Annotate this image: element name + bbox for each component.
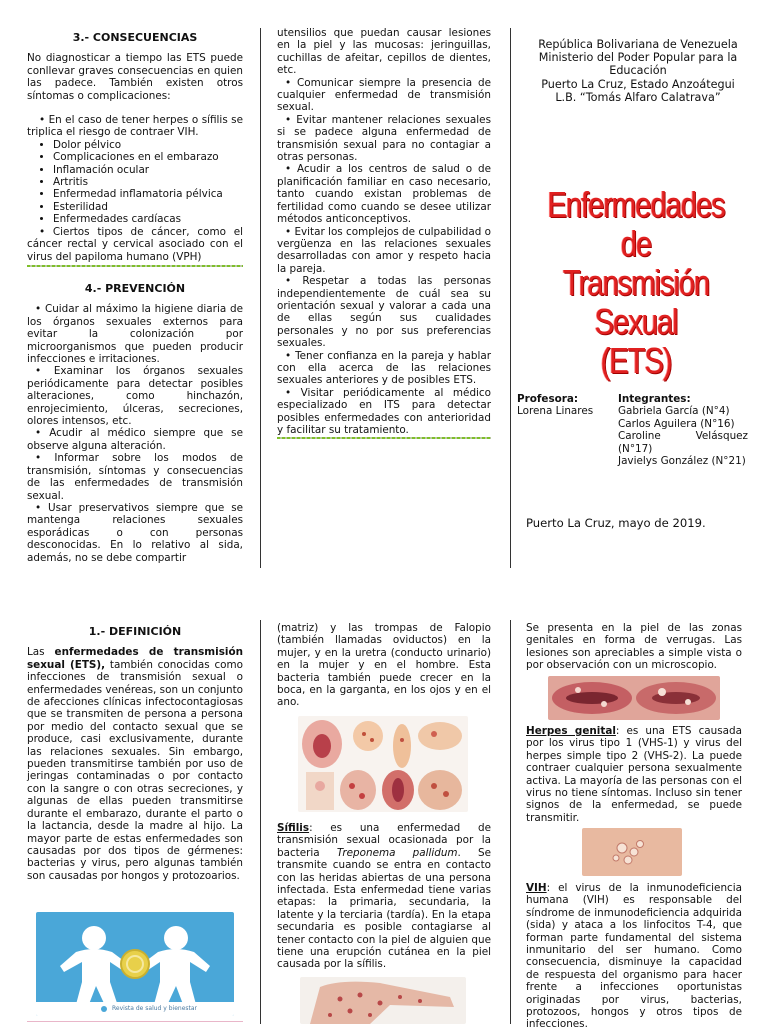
prevention-item: • Acudir a los centros de salud o de planificación familiar en caso necesario, tanto cuando existan problemas de fertilidad como cuando se desee utilizar métodos anticonceptivos. [277, 163, 491, 225]
vih-term: VIH [526, 882, 547, 894]
list-item: • Artritis [53, 176, 243, 188]
herpes-skin-photo [582, 828, 682, 876]
ets-term: enfermedades de transmisión sexual (ETS), [27, 646, 243, 671]
panel-prevencion [27, 283, 243, 564]
cover-date: Puerto La Cruz, mayo de 2019. [526, 516, 706, 530]
herpes-note: • En el caso de tener herpes o sífilis se triplica el riesgo de contraer VIH. [27, 114, 243, 139]
fold-line [260, 28, 261, 568]
panel-consecuencias [27, 32, 243, 263]
condom-illustration [36, 912, 234, 1016]
vph-lips-photo [548, 676, 720, 720]
professor-name: Lorena Linares [517, 405, 594, 418]
sifilis-text: Sífilis: es una enfermedad de transmisión sexual ocasionada por la bacteria Treponema pallidum. Se transmite cuando se entra en contacto con las heridas abiertas de una persona infectada. Esta enfermedad tiene varias etapas: la primaria, secundaria, la latente y la terciaria (tardía). En la etapa secundaria es posible contagiarse al tener contacto con la piel de alguien que tiene una erupción cutánea en la piel causada por la sífilis. [277, 822, 491, 971]
section-separator [277, 437, 491, 439]
vih-block [526, 882, 742, 1031]
member-item: Carlos Aguilera (N°16) [618, 417, 735, 430]
sti-symptoms-collage [298, 716, 468, 812]
hand-rash-icon [300, 977, 466, 1024]
prevention-item: • Evitar los complejos de culpabilidad o vergüenza en las relaciones sexuales desarrolladas con amor y respeto hacia la pareja. [277, 226, 491, 276]
professor-label: Profesora: [517, 393, 579, 405]
heading-definicion: 1.- DEFINICIÓN [88, 625, 182, 638]
prevention-item: • Respetar a todas las personas independientemente de cuál sea su orientación sexual y valorar a cada una de ellas según sus cualidades personales y no por sus preferencias sexuales. [277, 275, 491, 349]
sifilis-species: Treponema pallidum [336, 846, 458, 859]
member-item: Javielys González (N°21) [618, 455, 746, 468]
complications-list [27, 139, 243, 226]
sifilis-block [277, 822, 491, 971]
list-item: • Complicaciones en el embarazo [53, 151, 243, 163]
member-item: Gabriela García (N°4) [618, 405, 730, 418]
prevention-item: • Usar preservativos siempre que se mantenga relaciones sexuales esporádicas o con personas desconocidas. En lo relativo al sida, además, no se debe compartir [27, 502, 243, 564]
member-item: Caroline Velásquez (N°17) [618, 430, 748, 455]
prevention-item: • Comunicar siempre la presencia de cualquier enfermedad de transmisión sexual. [277, 77, 491, 114]
prevention-item: • Examinar los órganos sexuales periódicamente para detectar posibles alteraciones, como hinchazón, enrojecimiento, úlceras, secreciones, olores intensos, etc. [27, 365, 243, 427]
header-line: L.B. “Tomás Alfaro Calatrava” [555, 90, 721, 104]
list-item: • Enfermedades cardíacas [53, 213, 243, 225]
prevention-item: • Evitar mantener relaciones sexuales si se padece alguna enfermedad de transmisión sexual para no contagiar a otras personas. [277, 114, 491, 164]
cover-title [539, 185, 733, 380]
section-separator [27, 265, 243, 267]
prevention-item: • Tener confianza en la pareja y hablar con ella acerca de las relaciones sexuales anteriores y de posibles ETS. [277, 350, 491, 387]
section-separator [27, 1021, 243, 1022]
list-item: • Inflamación ocular [53, 164, 243, 176]
panel-prevencion-cont [277, 27, 491, 436]
prevention-item: • Visitar periódicamente al médico especializado en ITS para detectar posibles enfermedades con anterioridad y facilitar su tratamiento. [277, 387, 491, 437]
fold-line [510, 620, 511, 1024]
panel-gonorrea-sifilis [277, 622, 491, 709]
list-item: • Enfermedad inflamatoria pélvica [53, 188, 243, 200]
professor-block [517, 393, 615, 418]
fold-line [510, 28, 511, 568]
panel-definicion [27, 626, 243, 882]
image-caption: Revista de salud y bienestar [112, 1005, 198, 1012]
symptoms-collage-icon [298, 716, 468, 812]
panel-vph-herpes-vih [526, 622, 742, 672]
header-line: Ministerio del Poder Popular para la Educación [538, 51, 738, 78]
title-line: Enfermedades de [547, 184, 725, 264]
lips-lesion-icon [548, 676, 720, 720]
heading-prevencion: 4.- PREVENCIÓN [84, 282, 186, 295]
vph-description: Se presenta en la piel de las zonas genitales en forma de verrugas. Las lesiones son apreciables a simple vista o por observación con un microscopio. [526, 622, 742, 672]
herpes-block [526, 725, 742, 824]
title-line: Transmisión Sexual [562, 262, 710, 342]
herpes-term: Herpes genital [526, 725, 616, 737]
header-line: República Bolivariana de Venezuela [538, 38, 738, 51]
prevention-item: • Informar sobre los modos de transmisión, síntomas y consecuencias de las enfermedades de transmisión sexual. [27, 452, 243, 502]
header-line: Puerto La Cruz, Estado Anzoátegui [541, 77, 735, 91]
heading-consecuencias: 3.- CONSECUENCIAS [72, 31, 198, 44]
herpes-text: Herpes genital: es una ETS causada por los virus tipo 1 (VHS-1) y virus del herpes simple tipo 2 (VHS-2). La puede contraer cualquier persona sexualmente activa. La mayoría de las personas con el virus no tiene síntomas. Incluso sin tener signos de la enfermedad, se puede transmitir. [526, 725, 742, 824]
members-label: Integrantes: [618, 393, 691, 405]
cover-header [518, 38, 758, 104]
list-item: • Dolor pélvico [53, 139, 243, 151]
blister-icon [582, 828, 682, 876]
sifilis-term: Sífilis [277, 822, 310, 834]
members-block [618, 393, 748, 467]
list-item: • Esterilidad [53, 201, 243, 213]
prevention-continuation: utensilios que puedan causar lesiones en la piel y las mucosas: jeringuillas, cuchillas de afeitar, cepillos de dientes, etc. [277, 27, 491, 77]
consecuencias-intro: No diagnosticar a tiempo las ETS puede conllevar graves consecuencias en quien las padece. También existen otros síntomas o complicaciones: [27, 52, 243, 102]
sifilis-hand-photo [300, 977, 466, 1024]
fold-line [260, 620, 261, 1024]
prevention-item: • Cuidar al máximo la higiene diaria de los órganos sexuales externos para evitar la colonización por microorganismos que pueden producir infecciones e irritaciones. [27, 303, 243, 365]
prevention-item: • Acudir al médico siempre que se observe alguna alteración. [27, 427, 243, 452]
cancer-note: • Ciertos tipos de cáncer, como el cáncer rectal y cervical asociado con el virus del papiloma humano (VPH) [27, 225, 243, 263]
gonorrea-continuation: (matriz) y las trompas de Falopio (también llamadas oviductos) en la mujer, y en la uretra (conducto urinario) en la mujer y en el hombre. Esta bacteria también puede crecer en la boca, en la garganta, en los ojos y en el ano. [277, 622, 491, 709]
title-line: (ETS) [600, 340, 672, 381]
definicion-body: Las enfermedades de transmisión sexual (ETS), también conocidas como infecciones de transmisión sexual o enfermedades venéreas, son un conjunto de afecciones clínicas infectocontagiosas que se transmiten de persona a persona por medio del contacto sexual que se produce, casi exclusivamente, durante las relaciones sexuales. Sin embargo, pueden transmitirse también por uso de jeringas contaminadas o por contacto con la sangre o con otras secreciones, y algunas de ellas pueden transmitirse durante el embarazo, durante el parto o la lactancia, desde la madre al hijo. La mayor parte de estas enfermedades son causadas por dos tipos de gérmenes: bacterias y virus, pero algunas también son causadas por hongos y protozoarios. [27, 646, 243, 882]
vih-text: VIH: el virus de la inmunodeficiencia humana (VIH) es responsable del síndrome de inmunodeficiencia adquirida (sida) y ataca a los linfocitos T-4, que forman parte fundamental del sistema inmunitario del ser humano. Como consecuencia, disminuye la capacidad de respuesta del organismo para hacer frente a infecciones oportunistas originadas por virus, bacterias, protozoos, hongos y otros tipos de infecciones. [526, 882, 742, 1031]
paper-people-icon [36, 912, 234, 1016]
